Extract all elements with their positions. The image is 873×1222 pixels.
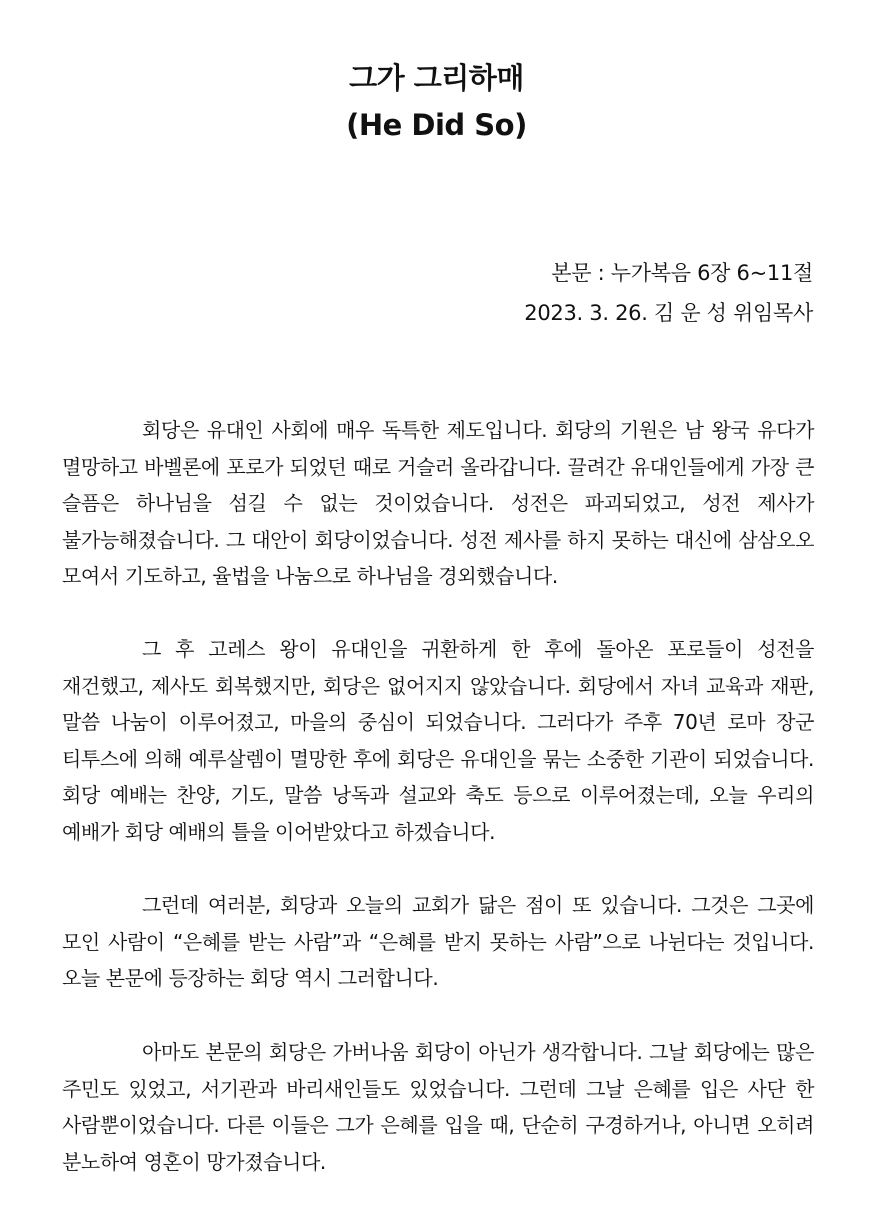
scripture-reference: 본문 : 누가복음 6장 6~11절: [551, 261, 813, 285]
date-and-preacher: 2023. 3. 26. 김 운 성 위임목사: [524, 301, 813, 325]
body-paragraph-2: 그 후 고레스 왕이 유대인을 귀환하게 한 후에 돌아온 포로들이 성전을 재건했고, 제사도 회복했지만, 회당은 없어지지 않았습니다. 회당에서 자녀 교육과 재판, 말씀 나눔이 이루어졌고, 마을의 중심이 되었습니다. 그러다가 주후 70년 로마 장군 티투스에 의해 예루살렘이 멸망한 후에 회당은 유대인을 묶는 소중한 기관이 되었습니다. 회당 예배는 찬양, 기도, 말씀 낭독과 설교와 축도 등으로 이루어졌는데, 오늘 우리의 예배가 회당 예배의 틀을 이어받았다고 하겠습니다.: [62, 637, 814, 844]
body-paragraph-1: 회당은 유대인 사회에 매우 독특한 제도입니다. 회당의 기원은 남 왕국 유다가 멸망하고 바벨론에 포로가 되었던 때로 거슬러 올라갑니다. 끌려간 유대인들에게 가장 큰 슬픔은 하나님을 섬길 수 없는 것이었습니다. 성전은 파괴되었고, 성전 제사가 불가능해졌습니다. 그 대안이 회당이었습니다. 성전 제사를 하지 못하는 대신에 삼삼오오 모여서 기도하고, 율법을 나눔으로 하나님을 경외했습니다.: [62, 418, 814, 589]
body-paragraph-4: 아마도 본문의 회당은 가버나움 회당이 아닌가 생각합니다. 그날 회당에는 많은 주민도 있었고, 서기관과 바리새인들도 있었습니다. 그런데 그날 은혜를 입은 사단 한 사람뿐이었습니다. 다른 이들은 그가 은혜를 입을 때, 단순히 구경하거나, 아니면 오히려 분노하여 영혼이 망가졌습니다.: [62, 1040, 814, 1174]
sermon-subtitle: (He Did So): [346, 108, 527, 142]
body-paragraph-3: 그런데 여러분, 회당과 오늘의 교회가 닮은 점이 또 있습니다. 그것은 그곳에 모인 사람이 “은혜를 받는 사람”과 “은혜를 받지 못하는 사람”으로 나뉜다는 것입니다. 오늘 본문에 등장하는 회당 역시 그러합니다.: [62, 893, 814, 991]
sermon-title: 그가 그리하매: [349, 61, 524, 95]
